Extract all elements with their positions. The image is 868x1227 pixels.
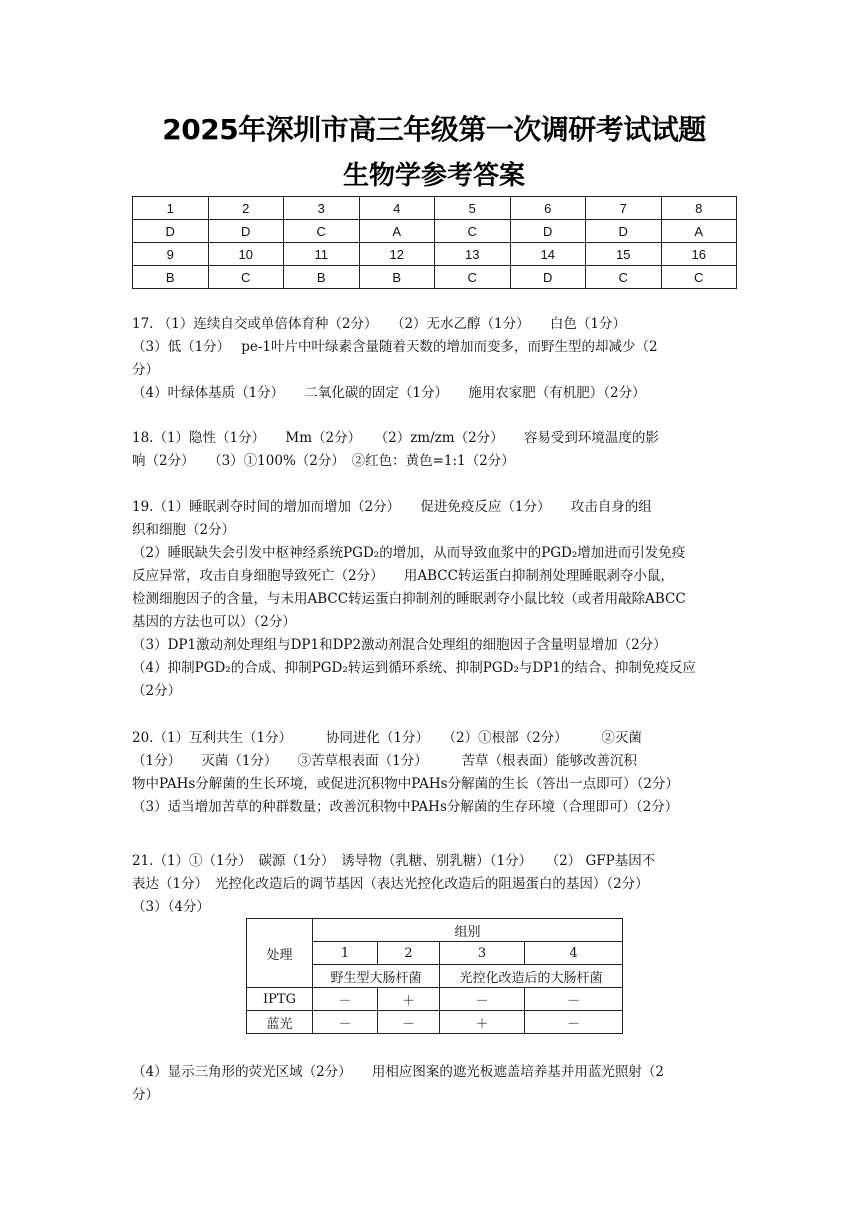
group-header: 组别 — [313, 919, 623, 942]
page-title: 2025年深圳市高三年级第一次调研考试试题 — [162, 113, 706, 146]
text-line: 织和细胞（2分） — [132, 522, 236, 538]
question-number-cell: 8 — [661, 197, 737, 220]
group-number: 3 — [440, 942, 525, 965]
answer-cell: D — [586, 220, 662, 243]
table-row — [133, 266, 737, 289]
treatment-cell: － — [440, 988, 525, 1011]
answer-20 — [132, 727, 742, 819]
text-line: 18.（1）隐性（1分） Mm（2分） （2）zm/zm（2分） 容易受到环境温度的影 — [132, 430, 659, 446]
answer-cell: C — [284, 220, 360, 243]
question-number-cell: 9 — [133, 243, 209, 266]
treatment-cell: － — [313, 988, 378, 1011]
answer-18 — [132, 427, 742, 473]
strain-modified: 光控化改造后的大肠杆菌 — [440, 965, 623, 988]
answer-cell: C — [435, 266, 511, 289]
table-row — [133, 197, 737, 220]
text-line: （2分） — [132, 683, 182, 699]
text-line: 分） — [132, 362, 159, 378]
group-number: 1 — [313, 942, 378, 965]
answer-cell: B — [284, 266, 360, 289]
question-number-cell: 12 — [359, 243, 435, 266]
text-line: （3）（4分） — [132, 899, 210, 915]
text-line: （4）抑制PGD₂的合成、抑制PGD₂转运到循环系统、抑制PGD₂与DP1的结合、抑制免疫反应 — [132, 660, 696, 676]
text-line: 响（2分） （3）①100%（2分） ②红色：黄色=1:1（2分） — [132, 453, 515, 469]
text-line: 21.（1）①（1分） 碳源（1分） 诱导物（乳糖、别乳糖）（1分） （2） GFP基因不 — [132, 853, 656, 869]
row-label: 蓝光 — [247, 1011, 313, 1034]
answer-21-4 — [132, 1061, 742, 1107]
question-number-cell: 10 — [208, 243, 284, 266]
answer-cell: C — [661, 266, 737, 289]
answer-21 — [132, 850, 742, 919]
question-number-cell: 13 — [435, 243, 511, 266]
text-line: 反应异常，攻击自身细胞导致死亡（2分） 用ABCC转运蛋白抑制剂处理睡眠剥夺小鼠， — [132, 568, 674, 584]
treatment-cell: ＋ — [440, 1011, 525, 1034]
text-line: 分） — [132, 1087, 159, 1103]
answer-cell: B — [133, 266, 209, 289]
treatment-cell: － — [313, 1011, 378, 1034]
treatment-cell: － — [525, 988, 623, 1011]
text-line: 20.（1）互利共生（1分） 协同进化（1分） （2）①根部（2分） ②灭菌 — [132, 730, 642, 746]
text-line: （4）显示三角形的荧光区域（2分） 用相应图案的遮光板遮盖培养基并用蓝光照射（2 — [132, 1064, 665, 1080]
text-line: （2）睡眠缺失会引发中枢神经系统PGD₂的增加，从而导致血浆中的PGD₂增加进而引发免疫 — [132, 545, 686, 561]
table-row — [247, 1011, 623, 1034]
question-number-cell: 6 — [510, 197, 586, 220]
text-line: （3）适当增加苦草的种群数量；改善沉积物中PAHs分解菌的生存环境（合理即可）（2分） — [132, 799, 679, 815]
answer-17 — [132, 313, 742, 405]
table-row — [247, 988, 623, 1011]
answer-cell: C — [208, 266, 284, 289]
group-number: 4 — [525, 942, 623, 965]
text-line: 基因的方法也可以）（2分） — [132, 614, 296, 630]
table-row — [247, 919, 623, 942]
multiple-choice-answer-table — [132, 196, 737, 289]
experiment-group-table — [246, 918, 623, 1034]
question-number-cell: 1 — [133, 197, 209, 220]
answer-cell: C — [435, 220, 511, 243]
group-number: 2 — [378, 942, 440, 965]
answer-cell: C — [586, 266, 662, 289]
answer-cell: A — [661, 220, 737, 243]
answer-cell: D — [208, 220, 284, 243]
answer-cell: B — [359, 266, 435, 289]
answer-19 — [132, 496, 742, 703]
answer-cell: D — [133, 220, 209, 243]
text-line: 17. （1）连续自交或单倍体育种（2分） （2）无水乙醇（1分） 白色（1分） — [132, 316, 626, 332]
treatment-cell: － — [525, 1011, 623, 1034]
strain-wild-type: 野生型大肠杆菌 — [313, 965, 440, 988]
question-number-cell: 7 — [586, 197, 662, 220]
question-number-cell: 5 — [435, 197, 511, 220]
question-number-cell: 15 — [586, 243, 662, 266]
question-number-cell: 3 — [284, 197, 360, 220]
question-number-cell: 14 — [510, 243, 586, 266]
text-line: （4）叶绿体基质（1分） 二氧化碳的固定（1分） 施用农家肥（有机肥）（2分） — [132, 385, 646, 401]
table-row — [133, 243, 737, 266]
page-subtitle: 生物学参考答案 — [342, 161, 525, 191]
question-number-cell: 4 — [359, 197, 435, 220]
text-line: 19.（1）睡眠剥夺时间的增加而增加（2分） 促进免疫反应（1分） 攻击自身的组 — [132, 499, 652, 515]
treatment-cell: ＋ — [378, 988, 440, 1011]
answer-cell: D — [510, 266, 586, 289]
table-row — [133, 220, 737, 243]
question-number-cell: 16 — [661, 243, 737, 266]
text-line: （3）DP1激动剂处理组与DP1和DP2激动剂混合处理组的细胞因子含量明显增加（2分） — [132, 637, 667, 653]
answer-cell: D — [510, 220, 586, 243]
text-line: 检测细胞因子的含量，与未用ABCC转运蛋白抑制剂的睡眠剥夺小鼠比较（或者用敲除ABCC — [132, 591, 686, 607]
row-label: IPTG — [247, 988, 313, 1011]
treatment-header: 处理 — [247, 919, 313, 988]
text-line: （3）低（1分） pe-1叶片中叶绿素含量随着天数的增加而变多，而野生型的却减少（2 — [132, 339, 658, 355]
text-line: 表达（1分） 光控化改造后的调节基因（表达光控化改造后的阻遏蛋白的基因）（2分） — [132, 876, 649, 892]
question-number-cell: 2 — [208, 197, 284, 220]
answer-cell: A — [359, 220, 435, 243]
text-line: 物中PAHs分解菌的生长环境，或促进沉积物中PAHs分解菌的生长（答出一点即可）（2分） — [132, 776, 679, 792]
treatment-cell: － — [378, 1011, 440, 1034]
text-line: （1分） 灭菌（1分） ③苦草根表面（1分） 苦草（根表面）能够改善沉积 — [132, 753, 638, 769]
question-number-cell: 11 — [284, 243, 360, 266]
